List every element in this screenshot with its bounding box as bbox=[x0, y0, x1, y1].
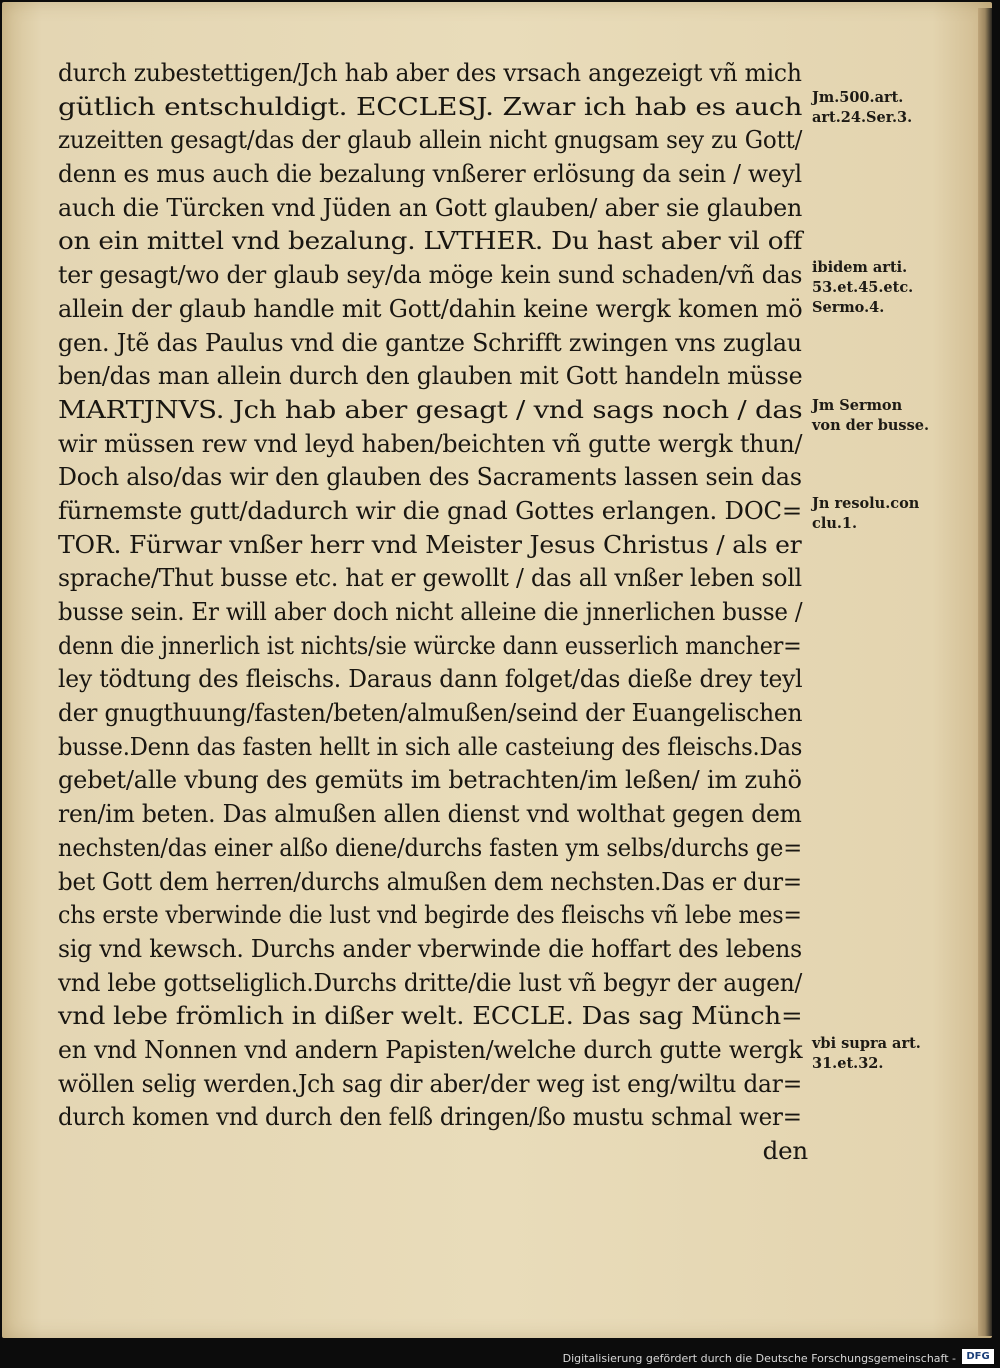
text-line: sprache/Thut busse etc. hat er gewollt / das all vnßer leben soll bbox=[58, 563, 802, 593]
text-line: wir müssen rew vnd leyd haben/beichten vñ gutte wergk thun/ bbox=[58, 428, 803, 458]
text-line: fürnemste gutt/dadurch wir die gnad Gottes erlangen. DOC= bbox=[58, 495, 803, 525]
text-line: gen. Jtẽ das Paulus vnd die gantze Schrifft zwingen vns zuglau bbox=[58, 327, 802, 357]
dfg-logo: DFG bbox=[962, 1349, 994, 1364]
margin-note: ibidem arti. 53.et.45.etc. Sermo.4. bbox=[812, 259, 914, 316]
text-line: denn die jnnerlich ist nichts/sie würcke dann eusserlich mancher= bbox=[58, 630, 802, 660]
text-line: ben/das man allein durch den glauben mit Gott handeln müsse bbox=[58, 361, 803, 391]
text-line: ren/im beten. Das almußen allen dienst vnd wolthat gegen dem bbox=[58, 799, 802, 829]
text-line: sig vnd kewsch. Durchs ander vberwinde die hoffart des lebens bbox=[58, 933, 802, 963]
text-line: der gnugthuung/fasten/beten/almußen/seind der Euangelischen bbox=[58, 698, 803, 728]
text-line: den bbox=[762, 1136, 808, 1165]
text-line: ley tödtung des fleischs. Daraus dann folget/das dieße drey teyl bbox=[58, 664, 803, 694]
text-line: busse sein. Er will aber doch nicht alleine die jnnerlichen busse / bbox=[58, 597, 803, 626]
text-line: zuzeitten gesagt/das der glaub allein nicht gnugsam sey zu Gott/ bbox=[58, 125, 803, 155]
text-line: ter gesagt/wo der glaub sey/da möge kein sund schaden/vñ das bbox=[58, 260, 803, 290]
text-line: gütlich entschuldigt. ECCLESJ. Zwar ich hab es auch bbox=[58, 91, 803, 121]
text-line: nechsten/das einer alßo diene/durchs fasten ym selbs/durchs ge= bbox=[58, 832, 803, 862]
text-line: vnd lebe gottseliglich.Durchs dritte/die lust vñ begyr der augen/ bbox=[58, 967, 803, 997]
text-line: on ein mittel vnd bezalung. LVTHER. Du hast aber vil off bbox=[58, 226, 803, 256]
text-line: denn es mus auch die bezalung vnßerer erlösung da sein / weyl bbox=[58, 159, 802, 189]
text-line: Doch also/das wir den glauben des Sacraments lassen sein das bbox=[58, 462, 802, 492]
main-text-block bbox=[58, 56, 808, 1168]
margin-note: vbi supra art. 31.et.32. bbox=[812, 1035, 921, 1072]
text-line: gebet/alle vbung des gemüts im betrachten/im leßen/ im zuhö bbox=[58, 765, 802, 795]
margin-note: Jn resolu.con clu.1. bbox=[812, 495, 920, 532]
text-line: MARTJNVS. Jch hab aber gesagt / vnd sags noch / das bbox=[58, 394, 803, 424]
text-line: TOR. Fürwar vnßer herr vnd Meister Jesus Christus / als er bbox=[58, 529, 802, 559]
text-line: auch die Türcken vnd Jüden an Gott glauben/ aber sie glauben bbox=[58, 192, 803, 222]
text-line: wöllen selig werden.Jch sag dir aber/der weg ist eng/wiltu dar= bbox=[58, 1068, 803, 1098]
text-line: vnd lebe frömlich in dißer welt. ECCLE. Das sag Münch= bbox=[58, 1001, 803, 1031]
margin-note: Jm.500.art. art.24.Ser.3. bbox=[812, 89, 913, 126]
text-line: busse.Denn das fasten hellt in sich alle casteiung des fleischs.Das bbox=[58, 731, 803, 761]
text-line: chs erste vberwinde die lust vnd begirde des fleischs vñ lebe mes= bbox=[58, 900, 802, 930]
text-line: durch komen vnd durch den felß dringen/ßo mustu schmal wer= bbox=[58, 1102, 802, 1132]
margin-note: Jm Sermon von der busse. bbox=[812, 397, 930, 434]
page-edge bbox=[978, 8, 992, 1336]
text-line: en vnd Nonnen vnd andern Papisten/welche durch gutte wergk bbox=[58, 1034, 803, 1064]
text-line: durch zubestettigen/Jch hab aber des vrsach angezeigt vñ mich bbox=[58, 58, 802, 87]
digitization-credit: Digitalisierung gefördert durch die Deutsche Forschungsgemeinschaft - bbox=[562, 1352, 956, 1365]
text-line: allein der glaub handle mit Gott/dahin keine wergk komen mö bbox=[58, 293, 803, 323]
text-line: bet Gott dem herren/durchs almußen dem nechsten.Das er dur= bbox=[58, 866, 802, 896]
